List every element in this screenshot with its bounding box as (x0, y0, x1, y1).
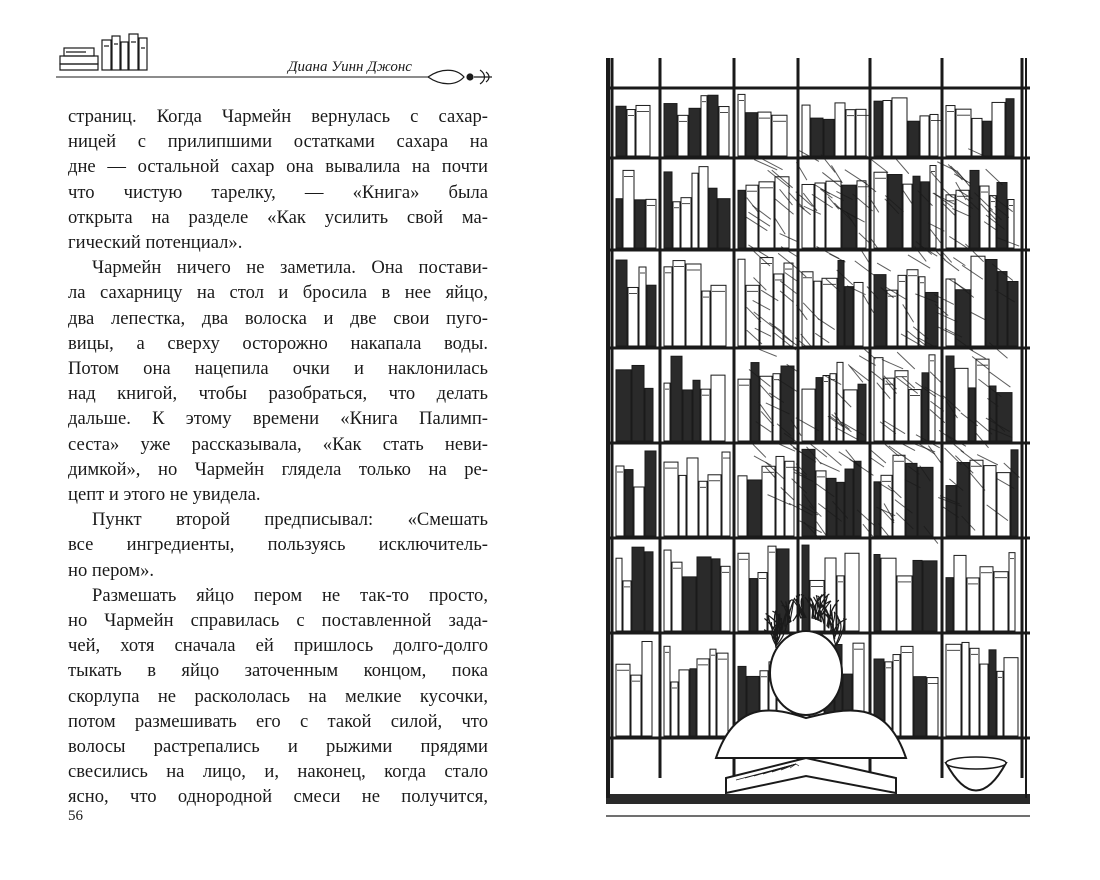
text-line: скорлупа не раскололась на мелкие кусочки, (68, 685, 488, 707)
text-line: что чистую тарелку, — «Книга» была (68, 181, 488, 203)
text-line: вицы, а сверху осторожно накапала воды. (68, 332, 488, 354)
text-line: свесились на лицо, и, наконец, когда стало (68, 761, 488, 783)
text-line: открыта на разделе «Как усилить свой ма- (68, 206, 488, 228)
running-header (56, 30, 496, 86)
text-line: димкой», но Чармейн глядела только на ре- (68, 458, 488, 480)
text-line: чей, хотя сначала ей пришлось долго-долго (68, 635, 488, 657)
bookshelf-girl-reading-icon (606, 58, 1030, 828)
bookshelf-illustration (606, 58, 1030, 828)
paragraph (68, 583, 488, 810)
paragraph (68, 104, 488, 255)
text-line: два лепестка, два волоска и две свои пуго- (68, 307, 488, 329)
text-line: страниц. Когда Чармейн вернулась с сахар- (68, 106, 488, 127)
text-line: гический потенциал». (68, 232, 243, 254)
text-line: цепт и этого не увидела. (68, 484, 261, 506)
text-line: Потом она нацепила очки и наклонилась (68, 358, 488, 380)
text-line: дальше. К этому времени «Книга Палимп- (68, 408, 488, 430)
page-number: 56 (68, 808, 83, 824)
text-line: Чармейн ничего не заметила. Она постави- (92, 257, 488, 279)
text-line: тыкать в яйцо заточенным концом, пока (68, 660, 488, 682)
text-line: Пункт второй предписывал: «Смешать (92, 509, 488, 531)
text-line: но Чармейн справилась с поставленной зада- (68, 610, 488, 632)
paragraph (68, 255, 488, 507)
text-line: волосы растрепались и рыжими прядями (68, 736, 488, 758)
author-name: Диана Уинн Джонс (288, 59, 412, 75)
text-line: но пером». (68, 559, 155, 581)
text-line: над книгой, чтобы разобраться, что делать (68, 383, 488, 405)
text-line: ницей с прилипшими остатками сахара на (68, 131, 488, 153)
text-line: сеста» уже рассказывала, «Как стать неви- (68, 433, 488, 455)
text-line: потом размешивать его с такой силой, что (68, 710, 488, 732)
header-books-ornament-icon (56, 30, 496, 86)
body-text (68, 104, 488, 810)
text-line: ла сахарницу на стол и бросила в нее яйцо, (68, 282, 488, 304)
text-line: Размешать яйцо пером не так-то просто, (92, 584, 488, 606)
text-line: дне — остальной сахар она вывалила на почти (68, 156, 488, 178)
text-line: ясно, что однородной смеси не получится, (68, 786, 488, 808)
paragraph (68, 507, 488, 583)
text-line: все ингредиенты, пользуясь исключитель- (68, 534, 488, 556)
